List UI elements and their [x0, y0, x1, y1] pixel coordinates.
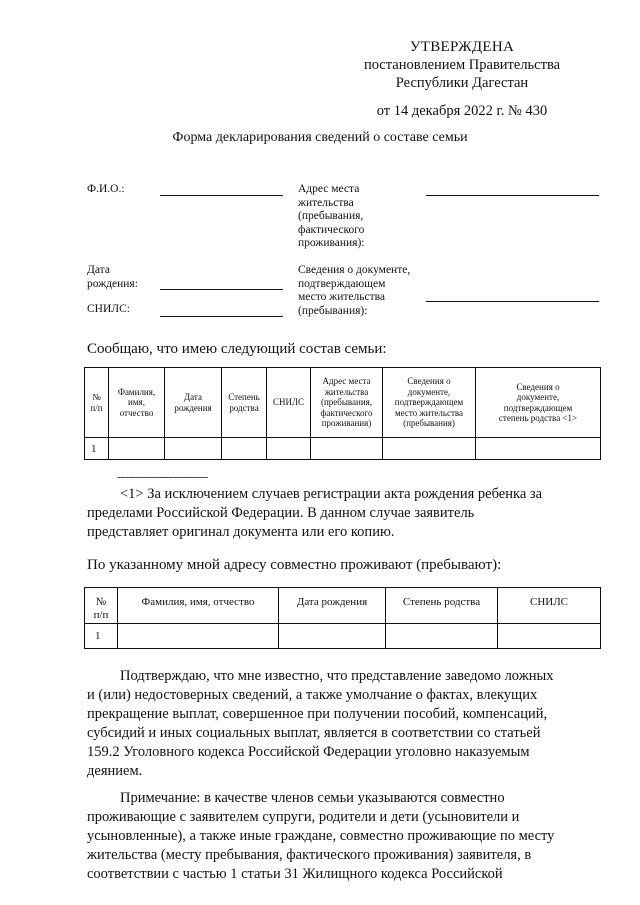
table-cell[interactable]	[498, 624, 601, 649]
cohabit-table	[84, 587, 601, 649]
row-number: 1	[85, 438, 109, 460]
header-text: фактического	[320, 407, 373, 418]
header-text: имя,	[128, 397, 145, 408]
table-cell[interactable]	[222, 438, 267, 460]
table-cell[interactable]	[383, 438, 476, 460]
col-header-residence-doc	[383, 368, 476, 438]
col-header-relation-doc	[476, 368, 601, 438]
paragraph-line: усыновленные), а также иные граждане, совместно проживающие по месту	[87, 828, 555, 844]
paragraph-line: прекращение выплат, совершенное при получении пособий, компенсаций,	[87, 706, 548, 722]
table-header-row	[85, 588, 601, 624]
paragraph-text: Примечание: в качестве членов семьи указываются совместно	[120, 790, 505, 806]
fio-field[interactable]	[160, 195, 283, 196]
family-intro: Сообщаю, что имею следующий состав семьи:	[87, 341, 387, 357]
footnote-line: представляет оригинал документа или его копию.	[87, 524, 395, 540]
col-header-address	[311, 368, 383, 438]
cohabit-intro: По указанному мной адресу совместно проживают (пребывают):	[87, 557, 502, 573]
header-text: Сведения о	[407, 376, 451, 387]
approval-date: от 14 декабря 2022 г. № 430	[376, 103, 548, 119]
birth-field[interactable]	[160, 289, 283, 290]
col-header-birth: Дата рождения	[279, 588, 386, 624]
paragraph-line: 159.2 Уголовного кодекса Российской Федерации уголовно наказуемым	[87, 744, 530, 760]
table-cell[interactable]	[476, 438, 601, 460]
approval-block	[352, 38, 572, 120]
confirmation-paragraph	[87, 667, 577, 781]
doc-label	[298, 264, 410, 318]
address-label-line: (пребывания,	[298, 210, 364, 222]
header-text: СНИЛС	[272, 397, 305, 408]
footnote-line	[87, 485, 577, 504]
footnote	[87, 485, 577, 542]
birth-label	[87, 264, 138, 291]
col-header-fio: Фамилия, имя, отчество	[118, 588, 279, 624]
footnote-separator: --------------------------------	[117, 472, 208, 483]
col-header-relation: Степень родства	[386, 588, 498, 624]
header-text: документе,	[516, 392, 560, 402]
footnote-text: <1> За исключением случаев регистрации акта рождения ребенка за	[120, 486, 543, 502]
form-title: Форма декларирования сведений о составе семьи	[172, 130, 468, 145]
doc-label-line: место жительства	[298, 291, 385, 303]
table-cell[interactable]	[109, 438, 165, 460]
header-text: Степень	[228, 392, 260, 402]
snils-label: СНИЛС:	[87, 303, 130, 315]
header-text: Адрес места	[322, 376, 371, 387]
header-text: место жительства	[394, 407, 464, 418]
table-cell[interactable]	[386, 624, 498, 649]
header-text: рождения	[174, 402, 212, 413]
birth-label-line: рождения:	[87, 277, 138, 290]
address-label-line: Адрес места	[298, 183, 360, 195]
doc-label-line: Сведения о документе,	[298, 264, 411, 276]
table-cell[interactable]	[311, 438, 383, 460]
header-text: родства	[229, 402, 259, 413]
address-label-line: проживания):	[298, 237, 365, 249]
footnote-line: пределами Российской Федерации. В данном случае заявитель	[87, 505, 475, 521]
header-text: №	[95, 596, 107, 608]
paragraph-line: и (или) недостоверных сведений, а также умолчание о фактах, влекущих	[87, 687, 538, 703]
doc-label-line: (пребывания):	[298, 304, 368, 317]
header-text: степень родства <1>	[498, 413, 578, 423]
header-text: Дата	[184, 392, 202, 402]
header-text: (пребывания,	[320, 397, 373, 408]
header-text: (пребывания)	[403, 418, 455, 429]
col-header-number	[85, 368, 109, 438]
paragraph-line: проживающие с заявителем супруги, родители и дети (усыновители и	[87, 809, 520, 825]
table-cell[interactable]	[165, 438, 222, 460]
header-text: отчество	[119, 407, 154, 418]
col-header-relation	[222, 368, 267, 438]
header-text: подтверждающем	[394, 397, 464, 408]
header-text: п/п	[90, 402, 103, 413]
birth-label-line: Дата	[87, 264, 110, 276]
address-label	[298, 183, 364, 251]
table-row	[85, 624, 601, 649]
header-text: документе,	[407, 386, 451, 397]
header-text: проживания)	[321, 418, 372, 429]
header-text: жительства	[324, 386, 369, 397]
table-cell[interactable]	[267, 438, 311, 460]
col-header-birth	[165, 368, 222, 438]
header-text: Сведения о	[516, 381, 560, 392]
approval-title: УТВЕРЖДЕНА	[409, 39, 515, 55]
col-header-number	[85, 588, 118, 624]
col-header-snils	[267, 368, 311, 438]
header-text: №	[92, 392, 101, 402]
paragraph-line: соответствии с частью 1 статьи 31 Жилищного кодекса Российской	[87, 866, 503, 882]
header-text: Фамилия,	[117, 386, 156, 397]
doc-field[interactable]	[426, 301, 599, 302]
paragraph-line: жительства (месту пребывания, фактического проживания) заявителя, в	[87, 847, 532, 863]
paragraph-line: субсидий и иных социальных выплат, является в соответствии со статьей	[87, 725, 541, 741]
note-paragraph	[87, 789, 577, 884]
table-cell[interactable]	[118, 624, 279, 649]
table-header-row	[85, 368, 601, 438]
paragraph-line	[87, 789, 577, 808]
table-row	[85, 438, 601, 460]
header-text: п/п	[93, 609, 109, 621]
approval-line3: Республики Дагестан	[395, 75, 529, 91]
address-field[interactable]	[426, 195, 599, 196]
header-text: подтверждающем	[503, 402, 573, 413]
address-label-line: жительства	[298, 196, 354, 209]
family-table	[84, 367, 601, 460]
fio-label: Ф.И.О.:	[87, 183, 125, 195]
doc-label-line: подтверждающем	[298, 277, 386, 290]
snils-field[interactable]	[160, 316, 283, 317]
col-header-fio	[109, 368, 165, 438]
row-number: 1	[85, 624, 118, 649]
paragraph-line: деянием.	[87, 763, 143, 779]
address-label-line: фактического	[298, 223, 365, 236]
table-cell[interactable]	[279, 624, 386, 649]
paragraph-text: Подтверждаю, что мне известно, что представление заведомо ложных	[120, 668, 554, 684]
approval-line2: постановлением Правительства	[363, 57, 561, 73]
col-header-snils: СНИЛС	[498, 588, 601, 624]
paragraph-line	[87, 667, 577, 686]
